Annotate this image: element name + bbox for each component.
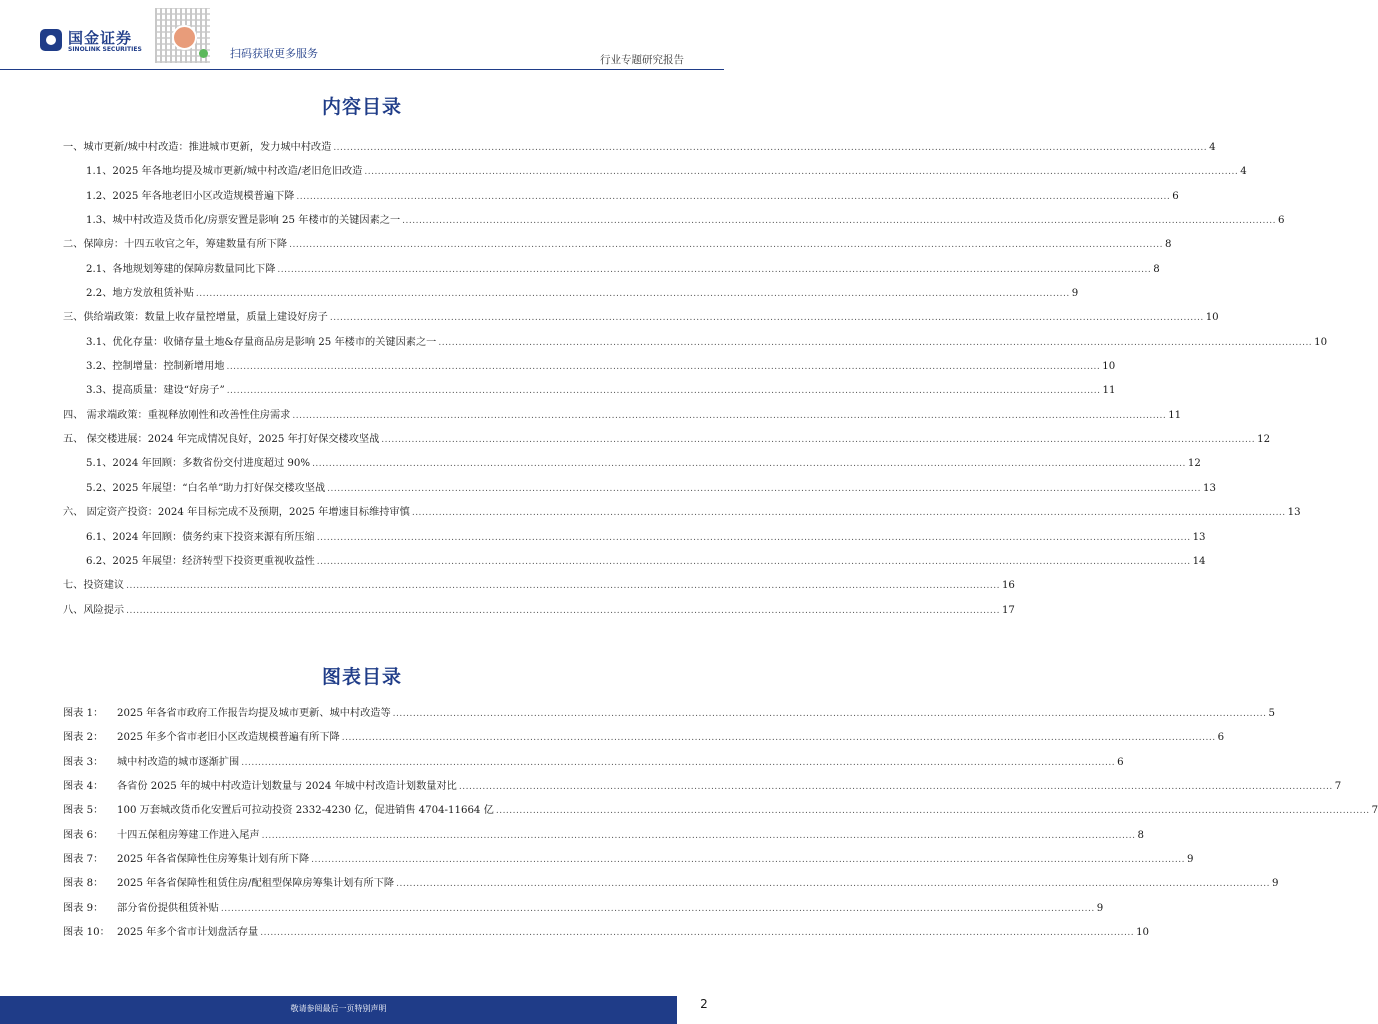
page-ref: 10	[1102, 361, 1116, 373]
figure-entry-text: 十四五保租房筹建工作进入尾声	[117, 829, 260, 841]
page-ref: 6	[1277, 215, 1285, 227]
page-ref: 10	[1136, 927, 1150, 939]
toc-entry-text: 七、投资建议	[63, 580, 125, 592]
figure-entry-text: 2025 年多个省市老旧小区改造规模普遍有所下降	[117, 732, 340, 744]
figure-entry-text: 城中村改造的城市逐渐扩围	[117, 756, 240, 768]
toc-entry[interactable]	[63, 552, 1206, 576]
logo-english-name: SINOLINK SECURITIES	[68, 46, 142, 53]
page-ref: 17	[1001, 604, 1015, 616]
dot-leader: ....................................................................................................................................................................................................................................................................	[402, 216, 1276, 227]
dot-leader: ....................................................................................................................................................................................................................................................................	[220, 903, 1095, 914]
dot-leader: ....................................................................................................................................................................................................................................................................	[312, 459, 1186, 470]
report-type-label: 行业专题研究报告	[600, 54, 684, 66]
toc-entry[interactable]	[63, 235, 1172, 259]
figure-entry[interactable]	[63, 728, 1225, 752]
figure-entry-text: 2025 年各省保障性租赁住房/配租型保障房筹集计划有所下降	[117, 878, 395, 890]
dot-leader: ....................................................................................................................................................................................................................................................................	[261, 830, 1136, 841]
toc-entry-text: 五、 保交楼进展：2024 年完成情况良好，2025 年打好保交楼攻坚战	[63, 434, 380, 446]
wechat-badge-icon	[199, 49, 208, 58]
dot-leader: ....................................................................................................................................................................................................................................................................	[316, 532, 1191, 543]
figure-label: 图表 5：	[63, 805, 104, 817]
figure-label: 图表 1：	[63, 708, 104, 719]
toc-entry[interactable]	[63, 406, 1182, 430]
page-ref: 4	[1240, 166, 1247, 178]
dot-leader: ....................................................................................................................................................................................................................................................................	[311, 855, 1185, 866]
dot-leader: ....................................................................................................................................................................................................................................................................	[226, 386, 1101, 397]
footer-disclaimer: 敬请参阅最后一页特别声明	[290, 1004, 387, 1013]
toc-entry[interactable]	[63, 260, 1160, 284]
toc-entry-text: 2.2、地方发放租赁补贴	[86, 288, 194, 300]
toc-entry[interactable]	[63, 308, 1219, 332]
figure-label: 图表 2：	[63, 732, 104, 744]
dot-leader: ....................................................................................................................................................................................................................................................................	[341, 733, 1216, 744]
toc-entry-text: 5.2、2025 年展望：“白名单”助力打好保交楼攻坚战	[86, 482, 326, 494]
toc-entry-text: 6.1、2024 年回顾：债务约束下投资来源有所压缩	[86, 531, 315, 543]
figure-label: 图表 4：	[63, 781, 104, 793]
figure-entry[interactable]	[63, 923, 1150, 947]
figure-entry[interactable]	[63, 777, 1342, 801]
toc-entry-text: 6.2、2025 年展望：经济转型下投资更重视收益性	[86, 555, 315, 567]
dot-leader: ....................................................................................................................................................................................................................................................................	[329, 313, 1204, 324]
toc-entry-text: 八、风险提示	[63, 604, 125, 616]
page-ref: 12	[1187, 458, 1201, 470]
page-ref: 14	[1192, 555, 1206, 567]
page-ref: 7	[1371, 805, 1378, 817]
toc-entry-text: 3.3、提高质量：建设“好房子”	[86, 385, 225, 397]
figure-entry-text: 2025 年各省市政府工作报告均提及城市更新、城中村改造等	[117, 708, 391, 719]
dot-leader: ....................................................................................................................................................................................................................................................................	[438, 337, 1313, 348]
dot-leader: ....................................................................................................................................................................................................................................................................	[411, 508, 1286, 519]
dot-leader: ....................................................................................................................................................................................................................................................................	[392, 709, 1267, 719]
toc-entry-text: 四、 需求端政策：重视释放刚性和改善性住房需求	[63, 409, 291, 421]
figure-label: 图表 9：	[63, 902, 104, 914]
figure-entry[interactable]	[63, 850, 1194, 874]
dot-leader: ....................................................................................................................................................................................................................................................................	[289, 240, 1163, 251]
dot-leader: ....................................................................................................................................................................................................................................................................	[195, 289, 1070, 300]
dot-leader: ....................................................................................................................................................................................................................................................................	[241, 757, 1116, 768]
toc-entry[interactable]	[63, 381, 1116, 405]
toc-entry-text: 2.1、各地规划筹建的保障房数量同比下降	[86, 263, 276, 275]
toc-entry-text: 1.3、城中村改造及货币化/房票安置是影响 25 年楼市的关键因素之一	[86, 215, 401, 227]
toc-entry[interactable]	[63, 187, 1179, 211]
dot-leader: ....................................................................................................................................................................................................................................................................	[333, 143, 1208, 153]
page-ref: 12	[1257, 434, 1271, 446]
page-ref: 13	[1192, 531, 1206, 543]
figure-entry[interactable]	[63, 704, 1275, 728]
page-ref: 9	[1096, 902, 1104, 914]
figure-label: 图表 10：	[63, 927, 110, 939]
toc-entry-text: 三、供给端政策：数量上收存量控增量，质量上建设好房子	[63, 312, 328, 324]
page-ref: 11	[1168, 409, 1182, 421]
page-ref: 9	[1271, 878, 1279, 890]
toc-entry-text: 3.2、控制增量：控制新增用地	[86, 361, 225, 373]
figure-label: 图表 6：	[63, 829, 104, 841]
dot-leader: ....................................................................................................................................................................................................................................................................	[458, 782, 1333, 793]
figure-entry-text: 2025 年多个省市计划盘活存量	[117, 927, 259, 939]
toc-entry[interactable]	[63, 357, 1116, 381]
scan-prompt: 扫码获取更多服务	[230, 47, 318, 60]
figure-entry[interactable]	[63, 826, 1144, 850]
page-header	[0, 0, 724, 70]
toc-entry-text: 1.2、2025 年各地老旧小区改造规模普遍下降	[86, 190, 295, 202]
dot-leader: ....................................................................................................................................................................................................................................................................	[495, 806, 1370, 817]
dot-leader: ....................................................................................................................................................................................................................................................................	[226, 362, 1101, 373]
page-ref: 13	[1202, 482, 1216, 494]
dot-leader: ....................................................................................................................................................................................................................................................................	[316, 556, 1191, 567]
toc-entry[interactable]	[63, 430, 1271, 454]
page-ref: 13	[1287, 507, 1301, 519]
toc-entry[interactable]	[63, 162, 1247, 186]
toc-entry[interactable]	[63, 333, 1328, 357]
page-ref: 10	[1205, 312, 1219, 324]
page-ref: 16	[1001, 580, 1015, 592]
toc-entry-text: 六、 固定资产投资：2024 年目标完成不及预期，2025 年增速目标维持审慎	[63, 507, 410, 519]
toc-entry[interactable]	[63, 138, 1216, 162]
figure-entry-text: 2025 年各省保障性住房筹集计划有所下降	[117, 854, 310, 866]
toc-entry[interactable]	[63, 211, 1285, 235]
page-ref: 4	[1209, 142, 1216, 153]
toc-entry-text: 3.1、优化存量：收储存量土地&存量商品房是影响 25 年楼市的关键因素之一	[86, 336, 437, 348]
header-divider	[0, 69, 724, 70]
dot-leader: ....................................................................................................................................................................................................................................................................	[277, 264, 1152, 275]
dot-leader: ....................................................................................................................................................................................................................................................................	[381, 435, 1256, 446]
toc-entry[interactable]	[63, 479, 1216, 503]
qr-code-icon[interactable]	[155, 8, 210, 63]
toc-entry-text: 二、保障房：十四五收官之年，筹建数量有所下降	[63, 239, 288, 251]
toc-entry[interactable]	[63, 601, 1015, 625]
figures-list	[63, 704, 1378, 947]
footer-bar	[0, 996, 677, 1024]
dot-leader: ....................................................................................................................................................................................................................................................................	[327, 483, 1201, 494]
dot-leader: ....................................................................................................................................................................................................................................................................	[126, 581, 1000, 592]
dot-leader: ....................................................................................................................................................................................................................................................................	[260, 928, 1135, 939]
figure-label: 图表 7：	[63, 854, 104, 866]
page-ref: 8	[1164, 239, 1172, 251]
company-logo	[40, 27, 140, 57]
page-number: 2	[700, 997, 708, 1011]
page-ref: 6	[1217, 732, 1225, 744]
toc-entry[interactable]	[63, 576, 1015, 600]
toc-entry[interactable]	[63, 528, 1206, 552]
toc-title: 内容目录	[321, 96, 402, 118]
figure-entry-text: 部分省份提供租赁补贴	[117, 902, 219, 914]
logo-chinese-name: 国金证券	[68, 29, 133, 47]
qr-center-logo	[172, 25, 197, 50]
dot-leader: ....................................................................................................................................................................................................................................................................	[292, 410, 1167, 421]
toc-entry[interactable]	[63, 454, 1201, 478]
figures-title: 图表目录	[321, 666, 402, 688]
toc-entry-text: 一、城市更新/城中村改造：推进城市更新，发力城中村改造	[63, 142, 332, 153]
figure-label: 图表 3：	[63, 756, 104, 768]
toc-entry[interactable]	[63, 503, 1301, 527]
dot-leader: ....................................................................................................................................................................................................................................................................	[296, 191, 1171, 202]
page-ref: 9	[1187, 854, 1194, 866]
dot-leader: ....................................................................................................................................................................................................................................................................	[126, 605, 1000, 616]
sinolink-logo-icon	[40, 29, 62, 51]
page-ref: 8	[1153, 263, 1160, 275]
page-ref: 5	[1268, 708, 1275, 719]
figure-entry-text: 各省份 2025 年的城中村改造计划数量与 2024 年城中村改造计划数量对比	[117, 781, 457, 793]
toc-entry-text: 1.1、2025 年各地均提及城市更新/城中村改造/老旧危旧改造	[86, 166, 363, 178]
dot-leader: ....................................................................................................................................................................................................................................................................	[364, 167, 1239, 178]
figure-entry[interactable]	[63, 899, 1104, 923]
dot-leader: ....................................................................................................................................................................................................................................................................	[396, 879, 1270, 890]
figure-entry[interactable]	[63, 753, 1124, 777]
figure-entry[interactable]	[63, 874, 1279, 898]
figure-label: 图表 8：	[63, 878, 104, 890]
figure-entry-text: 100 万套城改货币化安置后可拉动投资 2332-4230 亿，促进销售 4704-11664 亿	[117, 805, 494, 817]
figure-entry[interactable]	[63, 801, 1378, 825]
page-ref: 8	[1137, 829, 1144, 841]
page-ref: 10	[1314, 336, 1328, 348]
toc-list	[63, 138, 1328, 625]
toc-entry[interactable]	[63, 284, 1079, 308]
page-ref: 11	[1102, 385, 1116, 397]
page-ref: 7	[1334, 781, 1342, 793]
toc-entry-text: 5.1、2024 年回顾：多数省份交付进度超过 90%	[86, 458, 311, 470]
page-ref: 6	[1117, 756, 1124, 768]
page-ref: 6	[1172, 190, 1179, 202]
page-ref: 9	[1071, 288, 1079, 300]
